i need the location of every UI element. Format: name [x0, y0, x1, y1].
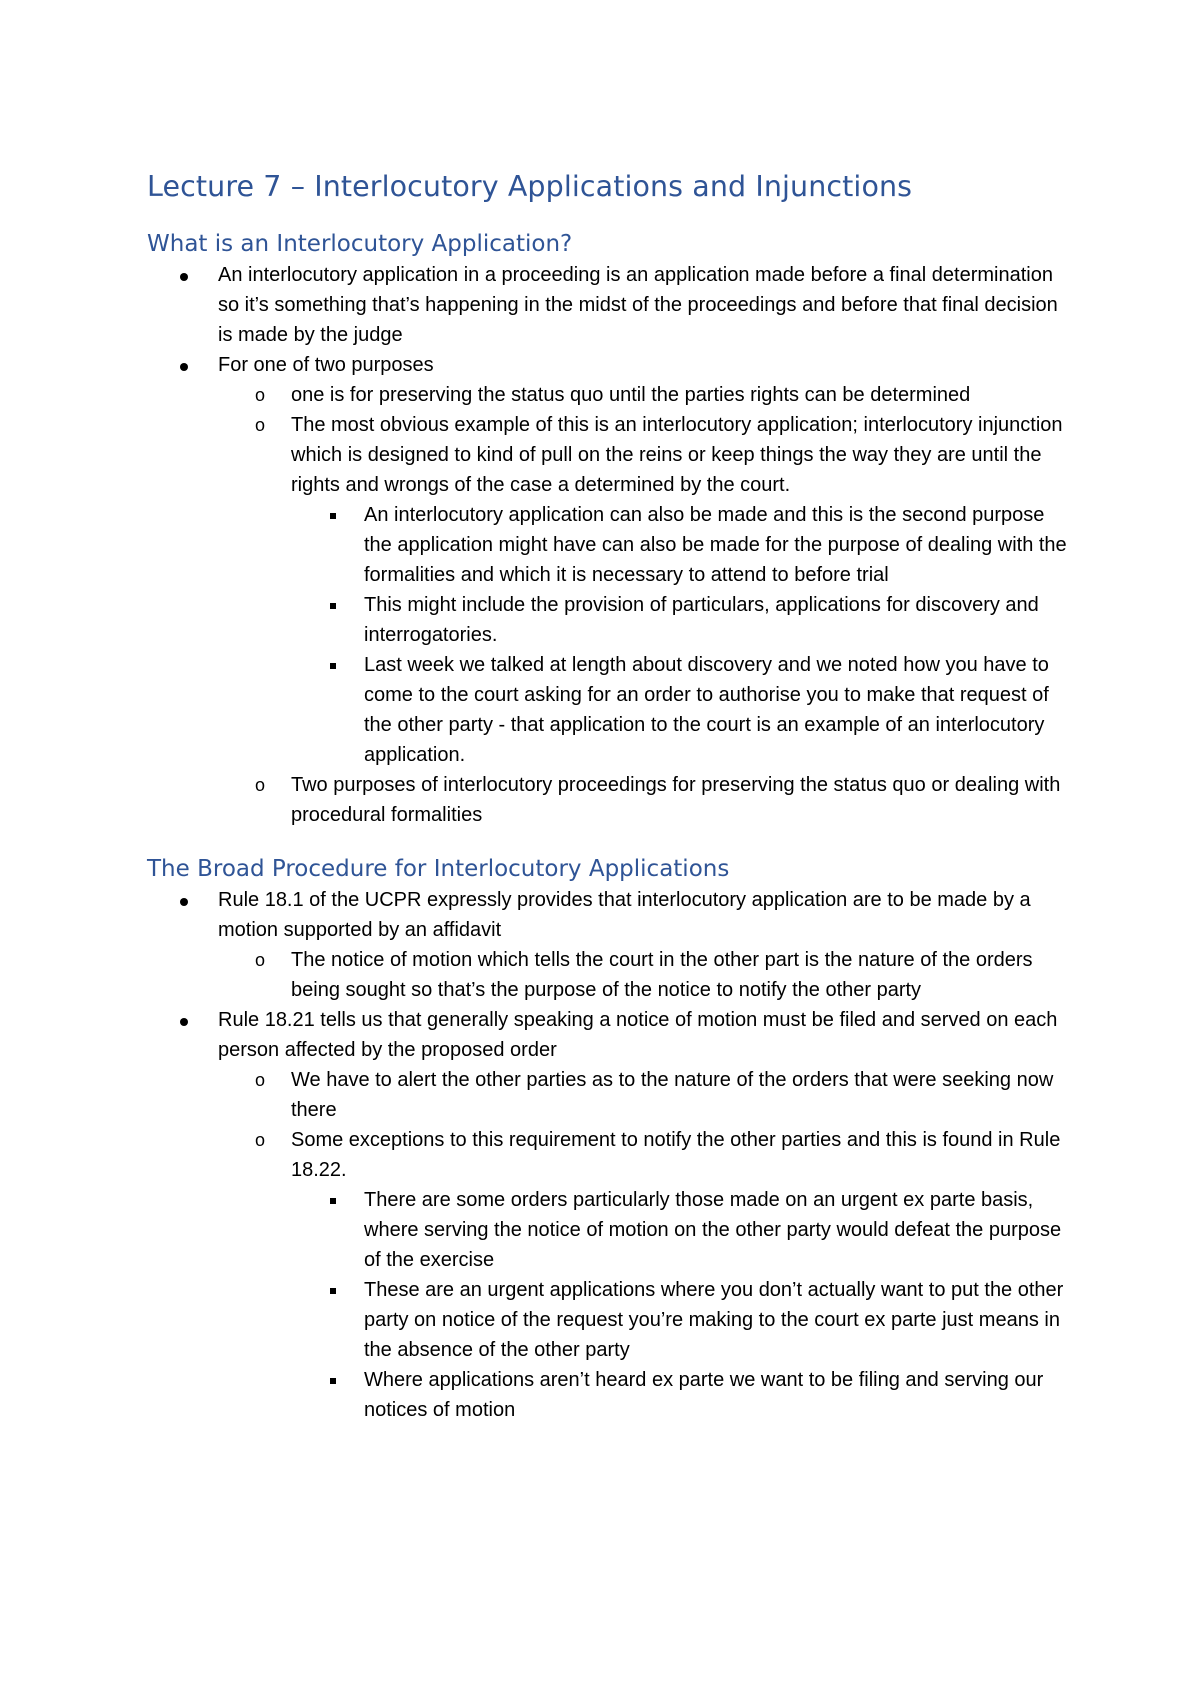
bullet-icon	[180, 1005, 200, 1035]
square-bullet-icon	[330, 651, 350, 681]
circle-bullet-icon: o	[255, 775, 266, 795]
list-item: An interlocutory application can also be made and this is the second purpose the application might have can also be made for the purpose of dealing with the formalities and which it is necessary to attend to before trial	[147, 500, 1077, 590]
bullet-icon	[180, 885, 200, 915]
circle-bullet-icon: o	[255, 415, 266, 435]
list-item: o We have to alert the other parties as to the nature of the orders that were seeking now there	[147, 1065, 1077, 1125]
list-item: o Two purposes of interlocutory proceedings for preserving the status quo or dealing with procedural formalities	[147, 770, 1077, 830]
list-item: There are some orders particularly those made on an urgent ex parte basis, where serving the notice of motion on the other party would defeat the purpose of the exercise	[147, 1185, 1077, 1275]
list-item: Rule 18.1 of the UCPR expressly provides that interlocutory application are to be made by a motion supported by an affidavit	[147, 885, 1077, 945]
section-list-broad-procedure	[147, 885, 1077, 1425]
list-item: This might include the provision of particulars, applications for discovery and interrogatories.	[147, 590, 1077, 650]
square-bullet-icon	[330, 591, 350, 621]
document-page	[147, 166, 1077, 1425]
list-item: Rule 18.21 tells us that generally speaking a notice of motion must be filed and served on each person affected by the proposed order	[147, 1005, 1077, 1065]
list-item: o one is for preserving the status quo until the parties rights can be determined	[147, 380, 1077, 410]
list-item: These are an urgent applications where you don’t actually want to put the other party on notice of the request you’re making to the court ex parte just means in the absence of the other party	[147, 1275, 1077, 1365]
list-item: o The most obvious example of this is an interlocutory application; interlocutory injunction which is designed to kind of pull on the reins or keep things the way they are until the rights and wrongs of the case a determined by the court.	[147, 410, 1077, 500]
circle-bullet-icon: o	[255, 950, 266, 970]
circle-bullet-icon: o	[255, 1070, 266, 1090]
list-item: o The notice of motion which tells the court in the other part is the nature of the orders being sought so that’s the purpose of the notice to notify the other party	[147, 945, 1077, 1005]
section-heading-what-is: What is an Interlocutory Application?	[147, 231, 573, 257]
square-bullet-icon	[330, 501, 350, 531]
document-title: Lecture 7 – Interlocutory Applications and Injunctions	[147, 170, 913, 203]
square-bullet-icon	[330, 1276, 350, 1306]
square-bullet-icon	[330, 1186, 350, 1216]
bullet-icon	[180, 260, 200, 290]
circle-bullet-icon: o	[255, 385, 266, 405]
list-item: An interlocutory application in a proceeding is an application made before a final determination so it’s something that’s happening in the midst of the proceedings and before that final decision is made by the judge	[147, 260, 1077, 350]
list-item: For one of two purposes	[147, 350, 1077, 380]
list-item: Where applications aren’t heard ex parte we want to be filing and serving our notices of motion	[147, 1365, 1077, 1425]
bullet-icon	[180, 350, 200, 380]
circle-bullet-icon: o	[255, 1130, 266, 1150]
square-bullet-icon	[330, 1366, 350, 1396]
section-heading-broad-procedure: The Broad Procedure for Interlocutory Applications	[147, 856, 730, 882]
section-list-what-is	[147, 260, 1077, 830]
list-item: Last week we talked at length about discovery and we noted how you have to come to the court asking for an order to authorise you to make that request of the other party - that application to the court is an example of an interlocutory application.	[147, 650, 1077, 770]
list-item: o Some exceptions to this requirement to notify the other parties and this is found in Rule 18.22.	[147, 1125, 1077, 1185]
